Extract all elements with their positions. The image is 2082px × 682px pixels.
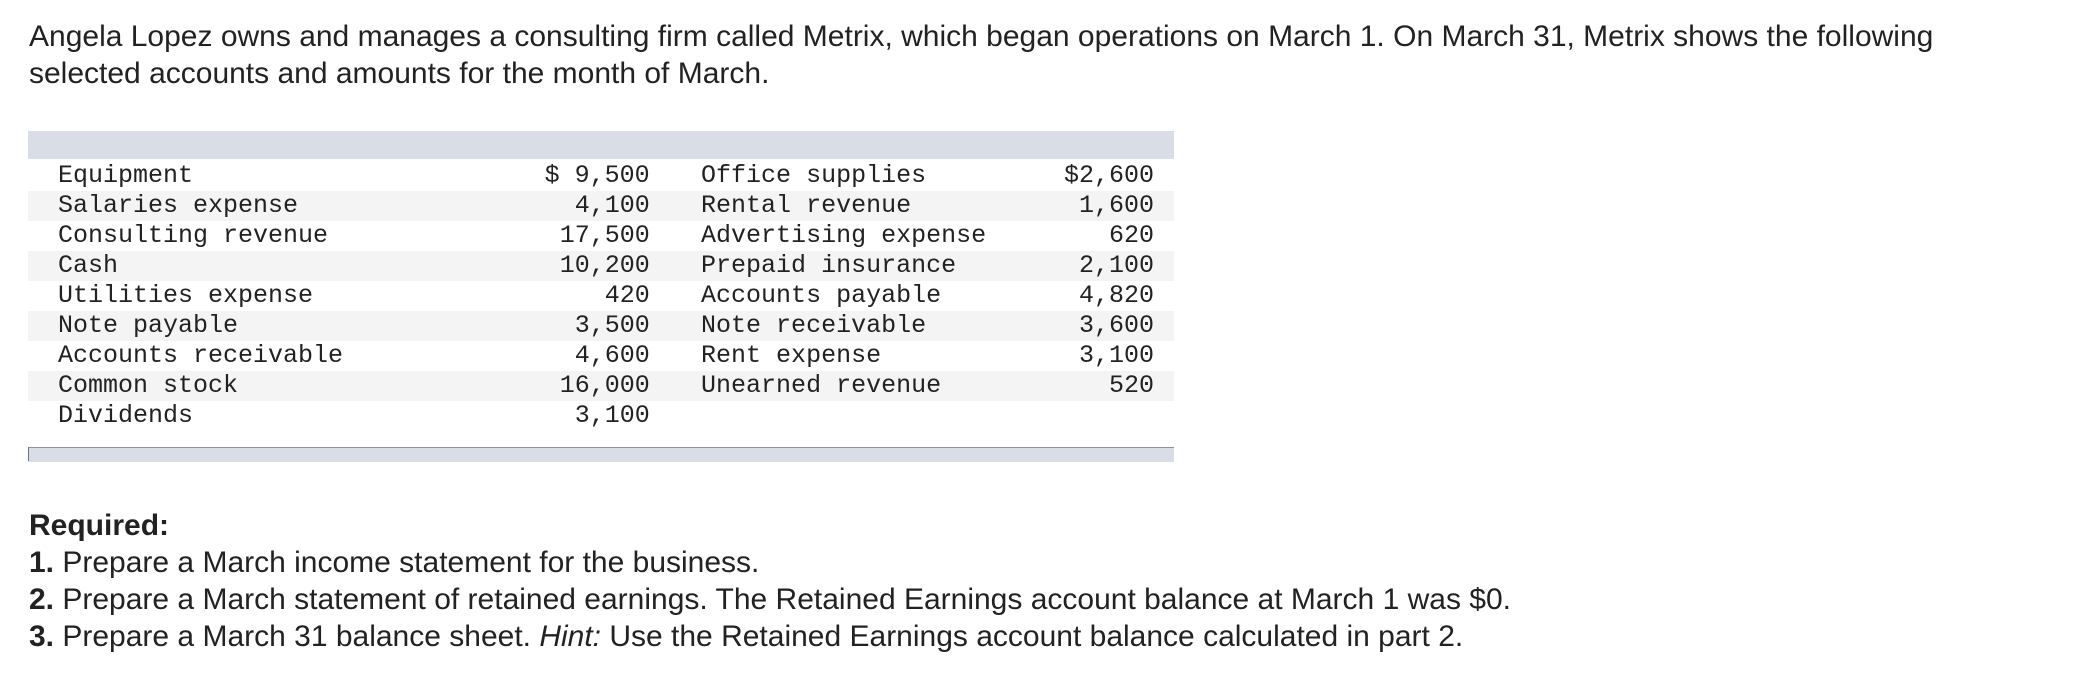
account-amount: 3,100 [476, 401, 650, 431]
table-row [28, 191, 1174, 221]
account-name: Office supplies [701, 161, 1036, 191]
table-header-band [28, 131, 1174, 159]
account-name: Unearned revenue [701, 371, 1036, 401]
item-text-after-hint: Use the Retained Earnings account balance calculated in part 2. [601, 620, 1464, 653]
item-number: 1. [29, 546, 55, 579]
item-text: Prepare a March 31 balance sheet. [54, 620, 540, 653]
account-amount: 3,100 [1036, 341, 1174, 371]
account-amount: 10,200 [476, 251, 650, 281]
table-row [28, 311, 1174, 341]
table-row [28, 371, 1174, 401]
hint-label: Hint: [539, 620, 602, 653]
accounts-table [28, 131, 1174, 461]
table-row [28, 341, 1174, 371]
account-name: Common stock [28, 371, 476, 401]
required-section [29, 507, 1511, 655]
table-row [28, 281, 1174, 311]
required-item [29, 618, 1511, 655]
item-number: 2. [29, 583, 55, 616]
account-name: Prepaid insurance [701, 251, 1036, 281]
problem-intro: Angela Lopez owns and manages a consulting firm called Metrix, which began operations on March 1. On March 31, Metrix shows the following selected accounts and amounts for the month of March. [29, 20, 1934, 90]
item-text: Prepare a March income statement for the business. [54, 546, 760, 579]
account-name: Note payable [28, 311, 476, 341]
required-item [29, 544, 1511, 581]
account-name: Accounts payable [701, 281, 1036, 311]
account-amount: $ 9,500 [476, 161, 650, 191]
table-footer-band [28, 447, 1174, 462]
table-row [28, 251, 1174, 281]
item-number: 3. [29, 620, 55, 653]
account-name: Note receivable [701, 311, 1036, 341]
accounts-grid [28, 161, 1174, 431]
account-name: Consulting revenue [28, 221, 476, 251]
account-name: Equipment [28, 161, 476, 191]
account-amount: 17,500 [476, 221, 650, 251]
account-name: Salaries expense [28, 191, 476, 221]
account-amount: 16,000 [476, 371, 650, 401]
account-amount: 4,600 [476, 341, 650, 371]
account-amount: 4,820 [1036, 281, 1174, 311]
account-name: Advertising expense [701, 221, 1036, 251]
required-heading: Required: [29, 509, 170, 542]
table-row [28, 161, 1174, 191]
table-row [28, 221, 1174, 251]
account-amount: 3,600 [1036, 311, 1174, 341]
account-name: Rent expense [701, 341, 1036, 371]
account-amount: 620 [1036, 221, 1174, 251]
account-name: Cash [28, 251, 476, 281]
account-amount: 520 [1036, 371, 1174, 401]
account-name: Utilities expense [28, 281, 476, 311]
account-amount: 2,100 [1036, 251, 1174, 281]
account-name: Dividends [28, 401, 476, 431]
account-amount: 3,500 [476, 311, 650, 341]
table-row [28, 401, 1174, 431]
account-name: Rental revenue [701, 191, 1036, 221]
account-amount: 4,100 [476, 191, 650, 221]
item-text: Prepare a March statement of retained earnings. The Retained Earnings account balance at March 1 was $0. [54, 583, 1511, 616]
account-amount: $2,600 [1036, 161, 1174, 191]
required-item [29, 581, 1511, 618]
account-name: Accounts receivable [28, 341, 476, 371]
account-amount: 1,600 [1036, 191, 1174, 221]
account-amount: 420 [476, 281, 650, 311]
